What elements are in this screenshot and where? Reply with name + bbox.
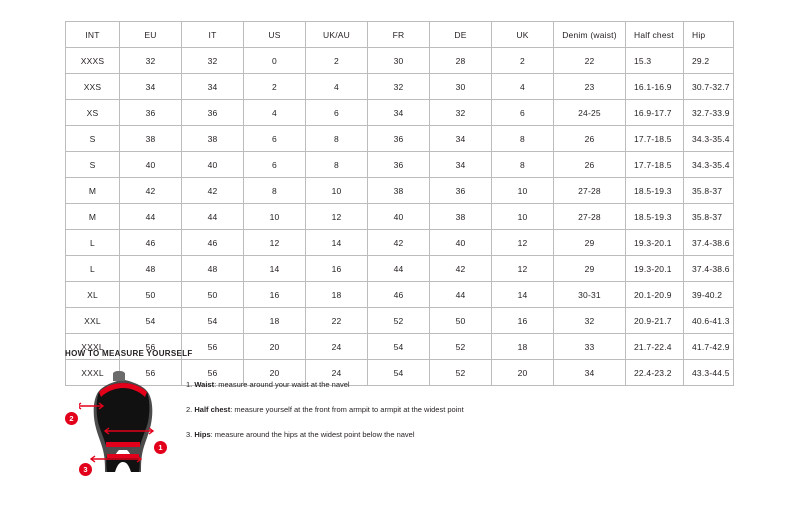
table-cell: 20 [244, 360, 306, 386]
table-cell: 56 [182, 334, 244, 360]
column-header-denim-waist: Denim (waist) [554, 22, 626, 48]
table-cell: 15.3 [626, 48, 684, 74]
table-cell: M [66, 178, 120, 204]
table-cell: XXXL [66, 360, 120, 386]
table-cell: 52 [430, 334, 492, 360]
table-cell: 21.7-22.4 [626, 334, 684, 360]
table-cell: 41.7-42.9 [684, 334, 734, 360]
table-cell: 56 [182, 360, 244, 386]
table-cell: S [66, 126, 120, 152]
table-cell: 43.3-44.5 [684, 360, 734, 386]
table-cell: 54 [182, 308, 244, 334]
step-1-term: Waist [194, 380, 215, 389]
table-cell: 8 [306, 152, 368, 178]
table-cell: XXL [66, 308, 120, 334]
half-chest-arrow-icon [79, 403, 103, 409]
table-cell: 32 [182, 48, 244, 74]
step-3-term: Hips [194, 430, 211, 439]
table-cell: 0 [244, 48, 306, 74]
table-cell: 12 [244, 230, 306, 256]
measurement-steps [186, 368, 464, 455]
table-cell: 10 [492, 204, 554, 230]
table-cell: 54 [368, 334, 430, 360]
table-cell: 14 [306, 230, 368, 256]
table-cell: 22 [306, 308, 368, 334]
table-cell: 35.8-37 [684, 178, 734, 204]
table-cell: 27-28 [554, 178, 626, 204]
table-cell: 16 [244, 282, 306, 308]
table-cell: 24 [306, 334, 368, 360]
table-body [66, 48, 734, 386]
table-cell: 17.7-18.5 [626, 152, 684, 178]
table-cell: 37.4-38.6 [684, 256, 734, 282]
how-to-measure-title: HOW TO MEASURE YOURSELF [65, 349, 193, 358]
table-cell: 30 [368, 48, 430, 74]
table-cell: 19.3-20.1 [626, 256, 684, 282]
table-cell: 16.9-17.7 [626, 100, 684, 126]
how-to-measure-section [65, 349, 745, 498]
column-header-uk-au: UK/AU [306, 22, 368, 48]
table-row [66, 230, 734, 256]
marker-3: 3 [79, 463, 92, 476]
table-cell: 34.3-35.4 [684, 152, 734, 178]
column-header-uk: UK [492, 22, 554, 48]
table-cell: 52 [430, 360, 492, 386]
table-cell: 24 [306, 360, 368, 386]
table-cell: 18 [244, 308, 306, 334]
table-cell: 40 [368, 204, 430, 230]
table-cell: 42 [182, 178, 244, 204]
table-cell: 46 [368, 282, 430, 308]
table-cell: 42 [430, 256, 492, 282]
table-cell: 22 [554, 48, 626, 74]
table-cell: 34 [430, 152, 492, 178]
size-chart-table [65, 21, 734, 386]
table-row [66, 152, 734, 178]
table-cell: 26 [554, 152, 626, 178]
table-cell: 48 [182, 256, 244, 282]
table-cell: 40.6-41.3 [684, 308, 734, 334]
table-cell: 42 [120, 178, 182, 204]
table-cell: 32 [430, 100, 492, 126]
column-header-us: US [244, 22, 306, 48]
table-cell: 54 [120, 308, 182, 334]
table-cell: 12 [492, 230, 554, 256]
table-cell: 2 [244, 74, 306, 100]
table-cell: 40 [182, 152, 244, 178]
table-cell: 34 [554, 360, 626, 386]
table-cell: 32 [554, 308, 626, 334]
table-row [66, 126, 734, 152]
table-cell: 27-28 [554, 204, 626, 230]
table-cell: 19.3-20.1 [626, 230, 684, 256]
table-cell: 29 [554, 230, 626, 256]
table-cell: 32.7-33.9 [684, 100, 734, 126]
table-cell: 50 [430, 308, 492, 334]
table-cell: 46 [120, 230, 182, 256]
table-cell: 6 [244, 126, 306, 152]
table-cell: 36 [368, 126, 430, 152]
table-header-row [66, 22, 734, 48]
table-cell: 8 [306, 126, 368, 152]
table-cell: XXS [66, 74, 120, 100]
table-cell: M [66, 204, 120, 230]
table-cell: 38 [182, 126, 244, 152]
table-cell: 34.3-35.4 [684, 126, 734, 152]
table-row [66, 178, 734, 204]
table-cell: 38 [430, 204, 492, 230]
table-cell: 16 [492, 308, 554, 334]
column-header-half-chest: Half chest [626, 22, 684, 48]
table-cell: XXXL [66, 334, 120, 360]
how-to-measure-body [65, 368, 745, 498]
marker-2: 2 [65, 412, 78, 425]
step-2-term: Half chest [194, 405, 231, 414]
table-cell: 48 [120, 256, 182, 282]
table-cell: 20.9-21.7 [626, 308, 684, 334]
table-cell: 32 [120, 48, 182, 74]
column-header-fr: FR [368, 22, 430, 48]
table-cell: XS [66, 100, 120, 126]
table-cell: 35.8-37 [684, 204, 734, 230]
table-cell: 16 [306, 256, 368, 282]
table-cell: 34 [182, 74, 244, 100]
table-cell: 32 [368, 74, 430, 100]
table-cell: 36 [120, 100, 182, 126]
table-cell: 12 [306, 204, 368, 230]
step-2-number: 2. [186, 405, 193, 414]
table-row [66, 282, 734, 308]
table-cell: L [66, 230, 120, 256]
table-cell: 18 [306, 282, 368, 308]
column-header-de: DE [430, 22, 492, 48]
table-cell: 6 [244, 152, 306, 178]
table-cell: L [66, 256, 120, 282]
table-cell: 34 [120, 74, 182, 100]
table-cell: 8 [244, 178, 306, 204]
table-cell: 18 [492, 334, 554, 360]
table-cell: 20.1-20.9 [626, 282, 684, 308]
table-cell: 40 [430, 230, 492, 256]
table-cell: 39-40.2 [684, 282, 734, 308]
measure-step-2 [186, 405, 464, 414]
step-3-number: 3. [186, 430, 193, 439]
mannequin-illustration [79, 368, 179, 498]
table-cell: 8 [492, 152, 554, 178]
table-cell: 38 [368, 178, 430, 204]
table-cell: 24-25 [554, 100, 626, 126]
table-row [66, 74, 734, 100]
table-cell: 36 [368, 152, 430, 178]
size-chart-table-container [65, 21, 733, 386]
table-cell: 42 [368, 230, 430, 256]
table-row [66, 100, 734, 126]
table-cell: 22.4-23.2 [626, 360, 684, 386]
measure-step-3 [186, 430, 464, 439]
table-cell: 20 [492, 360, 554, 386]
table-cell: 54 [368, 360, 430, 386]
step-1-text: : measure around your waist at the navel [214, 380, 350, 389]
table-cell: 52 [368, 308, 430, 334]
table-cell: 50 [182, 282, 244, 308]
table-cell: 29 [554, 256, 626, 282]
table-cell: 18.5-19.3 [626, 204, 684, 230]
table-cell: 44 [430, 282, 492, 308]
table-cell: 10 [492, 178, 554, 204]
measure-step-1 [186, 380, 464, 389]
table-cell: 14 [244, 256, 306, 282]
table-cell: 44 [182, 204, 244, 230]
table-cell: 50 [120, 282, 182, 308]
table-cell: XXXS [66, 48, 120, 74]
table-cell: 30.7-32.7 [684, 74, 734, 100]
table-cell: 38 [120, 126, 182, 152]
table-cell: 44 [368, 256, 430, 282]
table-cell: 28 [430, 48, 492, 74]
table-cell: 6 [306, 100, 368, 126]
table-cell: 34 [368, 100, 430, 126]
table-cell: 29.2 [684, 48, 734, 74]
table-cell: 30-31 [554, 282, 626, 308]
table-cell: 40 [120, 152, 182, 178]
column-header-int: INT [66, 22, 120, 48]
marker-1: 1 [154, 441, 167, 454]
table-cell: 33 [554, 334, 626, 360]
table-cell: 34 [430, 126, 492, 152]
table-cell: 23 [554, 74, 626, 100]
table-cell: 10 [244, 204, 306, 230]
table-cell: 26 [554, 126, 626, 152]
table-cell: 36 [430, 178, 492, 204]
table-cell: 16.1-16.9 [626, 74, 684, 100]
table-row [66, 256, 734, 282]
column-header-hip: Hip [684, 22, 734, 48]
table-cell: 30 [430, 74, 492, 100]
table-cell: 14 [492, 282, 554, 308]
table-row [66, 204, 734, 230]
table-row [66, 48, 734, 74]
step-2-text: : measure yourself at the front from armpit to armpit at the widest point [230, 405, 464, 414]
table-cell: 2 [306, 48, 368, 74]
table-cell: 2 [492, 48, 554, 74]
table-cell: 44 [120, 204, 182, 230]
table-cell: 6 [492, 100, 554, 126]
table-cell: 4 [306, 74, 368, 100]
table-cell: S [66, 152, 120, 178]
step-3-text: : measure around the hips at the widest point below the navel [210, 430, 415, 439]
table-cell: 20 [244, 334, 306, 360]
table-cell: 4 [492, 74, 554, 100]
table-cell: 17.7-18.5 [626, 126, 684, 152]
table-cell: 46 [182, 230, 244, 256]
table-cell: 36 [182, 100, 244, 126]
table-cell: 12 [492, 256, 554, 282]
measurement-figure [65, 368, 180, 498]
table-cell: 56 [120, 334, 182, 360]
table-cell: 18.5-19.3 [626, 178, 684, 204]
column-header-it: IT [182, 22, 244, 48]
column-header-eu: EU [120, 22, 182, 48]
step-1-number: 1. [186, 380, 193, 389]
table-cell: 10 [306, 178, 368, 204]
table-cell: 37.4-38.6 [684, 230, 734, 256]
table-cell: 8 [492, 126, 554, 152]
table-row [66, 308, 734, 334]
table-cell: 4 [244, 100, 306, 126]
table-cell: XL [66, 282, 120, 308]
table-cell: 56 [120, 360, 182, 386]
